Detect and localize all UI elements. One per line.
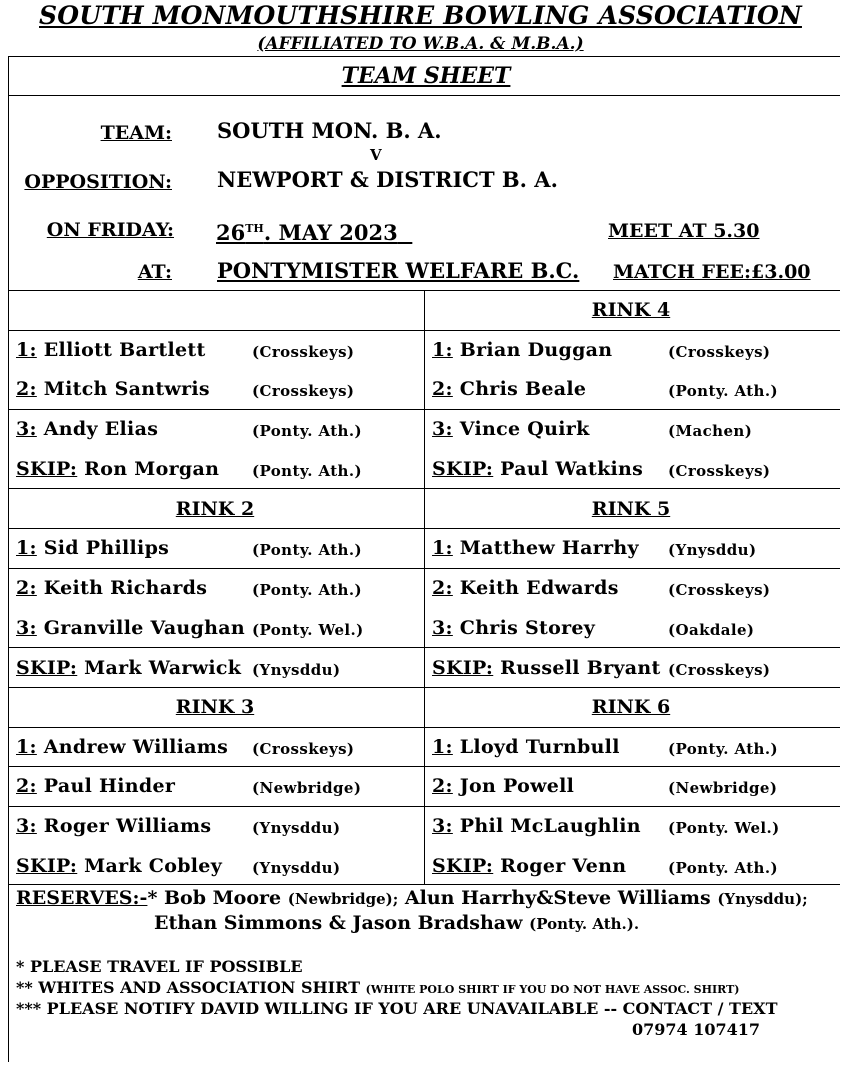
- player-club: (Crosskeys): [252, 343, 355, 361]
- player-club: (Ynysddu): [252, 859, 341, 877]
- player-position: SKIP:: [16, 855, 78, 877]
- player-name: Paul Watkins: [500, 458, 644, 480]
- player-name: Paul Hinder: [43, 775, 176, 797]
- player-row: [432, 774, 574, 798]
- player-name: Vince Quirk: [459, 418, 590, 440]
- player-row: [16, 536, 169, 560]
- reserve-player: Alun Harrhy&Steve Williams: [404, 887, 711, 909]
- date-day: 26: [216, 220, 246, 245]
- player-position: SKIP:: [16, 458, 78, 480]
- match-fee: MATCH FEE:£3.00: [613, 261, 811, 283]
- player-position: 1:: [16, 339, 37, 361]
- reserve-player: Bob Moore: [164, 887, 282, 909]
- player-position: 2:: [432, 577, 453, 599]
- player-row: [16, 616, 245, 640]
- divider: [8, 95, 840, 96]
- team-value: SOUTH MON. B. A.: [217, 118, 442, 143]
- player-position: 2:: [432, 378, 453, 400]
- player-club: (Machen): [668, 422, 753, 440]
- player-club: (Ynysddu): [252, 819, 341, 837]
- player-club: (Ponty. Ath.): [668, 859, 778, 877]
- player-name: Sid Phillips: [43, 537, 170, 559]
- player-position: 1:: [16, 736, 37, 758]
- player-row: [432, 457, 643, 481]
- player-row: [432, 377, 586, 401]
- versus: V: [370, 146, 382, 164]
- player-club: (Newbridge): [252, 779, 362, 797]
- player-row: [16, 377, 210, 401]
- player-position: 1:: [432, 537, 453, 559]
- player-name: Phil McLaughlin: [459, 815, 641, 837]
- player-row: [432, 338, 612, 362]
- divider: [8, 884, 840, 885]
- player-position: SKIP:: [432, 855, 494, 877]
- player-name: Roger Williams: [43, 815, 212, 837]
- player-club: (Ponty. Ath.): [252, 581, 362, 599]
- player-position: 2:: [16, 775, 37, 797]
- player-club: (Ponty. Wel.): [668, 819, 780, 837]
- reserve-player: Ethan Simmons & Jason Bradshaw: [154, 912, 523, 934]
- player-name: Keith Edwards: [459, 577, 619, 599]
- rink-title: RINK 4: [591, 299, 671, 321]
- rink-title: RINK 2: [175, 498, 255, 520]
- player-position: SKIP:: [432, 458, 494, 480]
- player-row: [432, 616, 595, 640]
- rink-title: RINK 3: [175, 696, 255, 718]
- player-position: 2:: [16, 378, 37, 400]
- player-position: 3:: [16, 617, 37, 639]
- player-name: Mitch Santwris: [43, 378, 210, 400]
- player-row: [16, 774, 175, 798]
- reserve-club: (Ynysddu);: [717, 890, 808, 908]
- player-position: 2:: [432, 775, 453, 797]
- player-club: (Crosskeys): [668, 462, 771, 480]
- player-name: Mark Warwick: [84, 657, 242, 679]
- player-name: Chris Beale: [459, 378, 587, 400]
- player-row: [16, 576, 207, 600]
- player-row: [16, 656, 241, 680]
- reserves-line-2: [154, 911, 639, 936]
- player-name: Keith Richards: [43, 577, 208, 599]
- player-row: [432, 536, 639, 560]
- player-row: [16, 814, 211, 838]
- note-shirt-small: (WHITE POLO SHIRT IF YOU DO NOT HAVE ASSOC. SHIRT): [365, 983, 740, 996]
- player-name: Chris Storey: [459, 617, 596, 639]
- player-position: 3:: [432, 418, 453, 440]
- reserve-club: (Ponty. Ath.).: [529, 915, 640, 933]
- player-club: (Ponty. Ath.): [668, 740, 778, 758]
- reserves-line-1: [16, 886, 808, 911]
- note-shirt-text: ** WHITES AND ASSOCIATION SHIRT: [16, 978, 361, 997]
- player-row: [432, 417, 590, 441]
- player-name: Russell Bryant: [500, 657, 661, 679]
- player-position: SKIP:: [16, 657, 78, 679]
- player-position: 3:: [432, 617, 453, 639]
- player-club: (Crosskeys): [252, 740, 355, 758]
- player-row: [16, 457, 219, 481]
- player-club: (Ponty. Wel.): [252, 621, 364, 639]
- player-row: [432, 576, 619, 600]
- date-suffix: TH: [245, 222, 264, 235]
- meet-time: MEET AT 5.30: [608, 220, 760, 242]
- player-club: (Crosskeys): [668, 581, 771, 599]
- note-notify: *** PLEASE NOTIFY DAVID WILLING IF YOU ARE UNAVAILABLE -- CONTACT / TEXT: [16, 999, 778, 1018]
- player-club: (Ponty. Ath.): [252, 462, 362, 480]
- player-club: (Crosskeys): [252, 382, 355, 400]
- affiliation-subtitle: (AFFILIATED TO W.B.A. & M.B.A.): [257, 34, 584, 54]
- player-position: 1:: [432, 736, 453, 758]
- player-name: Brian Duggan: [459, 339, 613, 361]
- contact-phone: 07974 107417: [632, 1020, 761, 1039]
- player-name: Jon Powell: [459, 775, 575, 797]
- player-club: (Newbridge): [668, 779, 778, 797]
- player-name: Roger Venn: [500, 855, 627, 877]
- reserve-club: (Newbridge);: [287, 890, 399, 908]
- player-position: 1:: [16, 537, 37, 559]
- player-row: [16, 854, 222, 878]
- player-position: 1:: [432, 339, 453, 361]
- column-divider: [424, 290, 425, 884]
- player-position: 2:: [16, 577, 37, 599]
- sheet-title: TEAM SHEET: [341, 63, 511, 89]
- rink-title: RINK 5: [591, 498, 671, 520]
- player-club: (Crosskeys): [668, 661, 771, 679]
- date-label: ON FRIDAY:: [46, 219, 174, 241]
- association-title: SOUTH MONMOUTHSHIRE BOWLING ASSOCIATION: [39, 1, 802, 30]
- rink-title: RINK 6: [591, 696, 671, 718]
- player-position: SKIP:: [432, 657, 494, 679]
- player-row: [432, 656, 661, 680]
- player-name: Ron Morgan: [84, 458, 220, 480]
- player-name: Matthew Harrhy: [459, 537, 639, 559]
- player-club: (Ponty. Ath.): [252, 541, 362, 559]
- venue-value: PONTYMISTER WELFARE B.C.: [217, 258, 580, 283]
- player-club: (Ynysddu): [668, 541, 757, 559]
- team-label: TEAM:: [100, 122, 172, 144]
- player-row: [16, 735, 228, 759]
- match-date: [216, 216, 412, 246]
- player-name: Granville Vaughan: [43, 617, 245, 639]
- note-shirt: [16, 978, 740, 1000]
- player-row: [16, 338, 206, 362]
- reserves-star: *: [147, 887, 158, 909]
- player-club: (Ponty. Ath.): [252, 422, 362, 440]
- reserves-label: RESERVES:-: [16, 887, 148, 909]
- player-position: 3:: [432, 815, 453, 837]
- player-name: Lloyd Turnbull: [459, 736, 620, 758]
- venue-label: AT:: [137, 261, 172, 283]
- player-name: Elliott Bartlett: [43, 339, 206, 361]
- opposition-label: OPPOSITION:: [24, 171, 172, 193]
- date-rest: . MAY 2023: [263, 220, 398, 245]
- note-travel: * PLEASE TRAVEL IF POSSIBLE: [16, 957, 303, 976]
- player-club: (Ynysddu): [252, 661, 341, 679]
- player-row: [432, 735, 620, 759]
- player-club: (Ponty. Ath.): [668, 382, 778, 400]
- player-name: Mark Cobley: [84, 855, 223, 877]
- player-row: [432, 814, 641, 838]
- player-position: 3:: [16, 815, 37, 837]
- opposition-value: NEWPORT & DISTRICT B. A.: [217, 167, 558, 192]
- player-position: 3:: [16, 418, 37, 440]
- player-name: Andrew Williams: [43, 736, 229, 758]
- player-row: [16, 417, 158, 441]
- player-name: Andy Elias: [43, 418, 159, 440]
- player-club: (Crosskeys): [668, 343, 771, 361]
- player-club: (Oakdale): [668, 621, 755, 639]
- player-row: [432, 854, 626, 878]
